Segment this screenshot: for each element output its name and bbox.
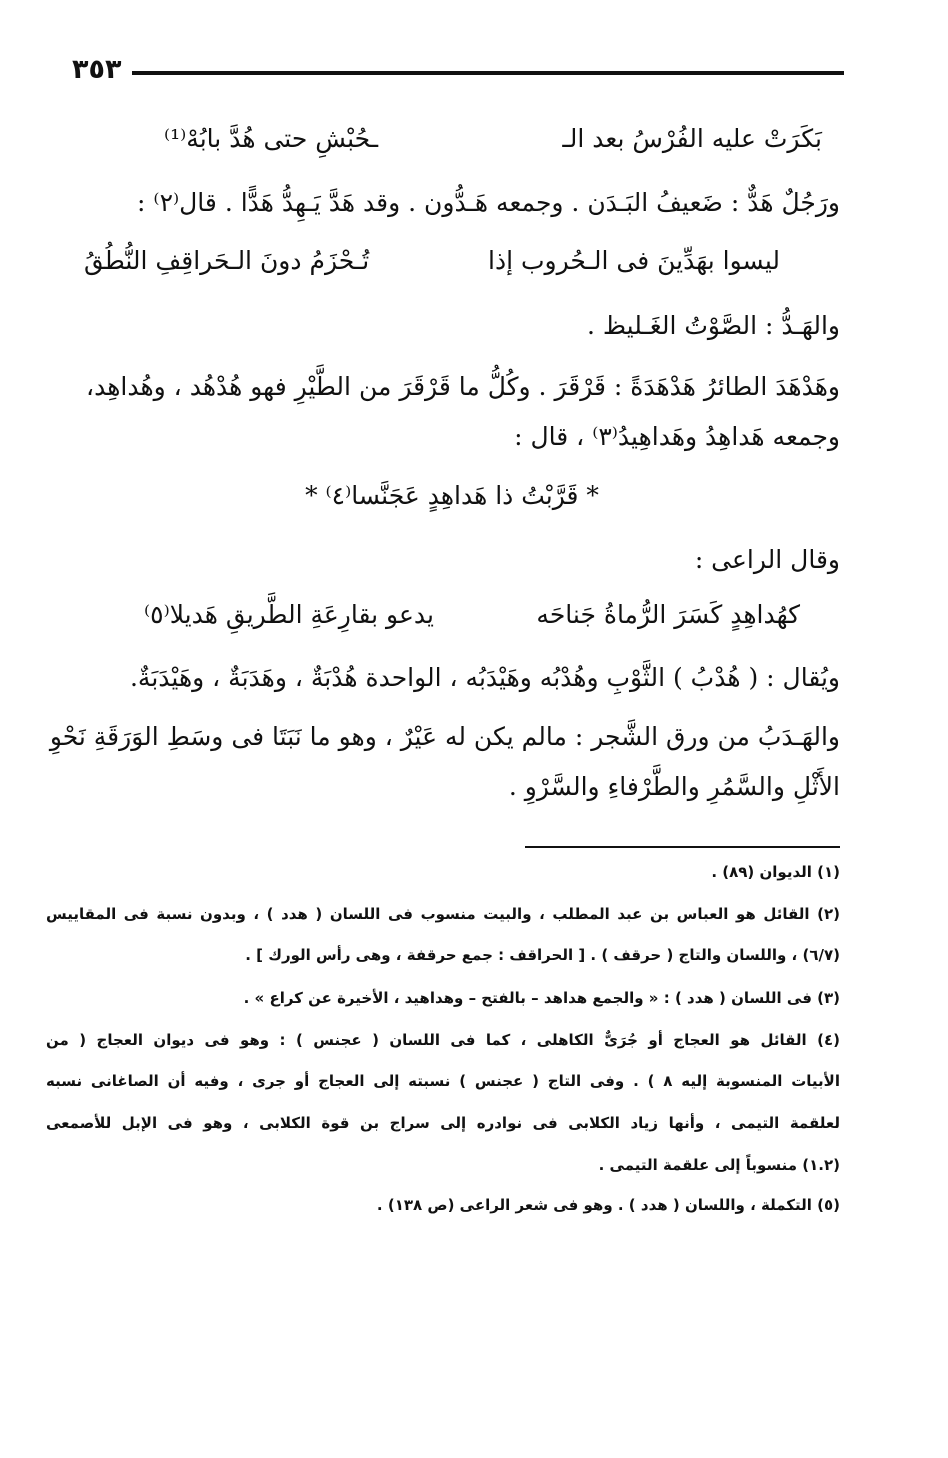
footnote-4-line-2: الأبيات المنسوبة إليه ٨ ) . وفى التاج ( عجنس ) نسبته إلى العجاج أو جرى ، وفيه أن الصاغانى نسبه — [46, 1072, 840, 1090]
verse-1-first-hemistich: بَكَرَتْ عليه الفُرْسُ بعد الـ — [562, 124, 822, 153]
text-line-4: والهَـدُّ : الصَّوْتُ الغَـليظ . — [587, 311, 840, 340]
verse-3-second-hemistich: يدعو بقارِعَةِ الطَّريقِ هَديلا⁽٥⁾ — [144, 600, 434, 629]
verse-3-first-hemistich: كهُداهِدٍ كَسَرَ الرُّماةُ جَناحَه — [536, 600, 800, 629]
hemistich-line: * قَرَّبْتُ ذا هَداهِدٍ عَجَنَّسا⁽٤⁾ * — [305, 481, 599, 510]
footnote-2-line-1: (٢) القائل هو العباس بن عبد المطلب ، والبيت منسوب فى اللسان ( هدد ) ، وبدون نسبة فى المقاييس — [46, 905, 840, 923]
text-line-6: وجمعه هَداهِدُ وهَداهِيدُ⁽٣⁾ ، قال : — [514, 422, 840, 451]
page-number: ٣٥٣ — [72, 54, 122, 85]
text-line-5: وهَدْهَدَ الطائرُ هَدْهَدَةً : قَرْقَرَ . وكُلُّ ما قَرْقَرَ من الطَّيْرِ فهو هُدْهُد ، وهُداهِد، — [86, 372, 840, 401]
text-line-2: ورَجُلٌ هَدٌّ : ضَعيفُ البَـدَن . وجمعه هَـدُّون . وقد هَدَّ يَـهِدُّ هَدًّا . قال⁽٢⁾ : — [137, 188, 840, 217]
footnote-3: (٣) فى اللسان ( هدد ) : « والجمع هداهد – بالفتح – وهداهيد ، الأخيرة عن كراع » . — [243, 989, 840, 1007]
footnote-4-line-3: لعلقمة التيمى ، وأنها زياد الكلابى فى نوادره إلى سراج بن قوة الكلابى ، وهو فى الإبل للأصمعى — [46, 1114, 840, 1132]
verse-1-second-hemistich: ـحُبْشِ حتى هُدَّ بابُهْ⁽¹⁾ — [164, 124, 379, 153]
footnotes — [46, 0, 840, 1458]
verse-2-second-hemistich: تُـحْزَمُ دونَ الـحَراقِفِ النُّطُقُ — [84, 246, 370, 275]
text-line-11: والهَـدَبُ من ورق الشَّجر : مالم يكن له عَيْرٌ ، وهو ما نَبَتَا فى وسَطِ الوَرَقَةِ نَحْوِ — [49, 722, 840, 751]
verse-2-first-hemistich: ليسوا بهَدِّينَ فى الـحُروب إذا — [488, 246, 780, 275]
footnote-4-line-1: (٤) القائل هو العجاج أو جُرَىٌّ الكاهلى ، كما فى اللسان ( عجنس ) : وهو فى ديوان العجاج ( من — [46, 1031, 840, 1049]
footnote-5: (٥) التكملة ، واللسان ( هدد ) . وهو فى شعر الراعى (ص ١٣٨) . — [376, 1196, 840, 1214]
footnote-1: (١) الديوان (٨٩) . — [711, 863, 840, 881]
footnote-4-line-4: (١.٢) منسوباً إلى علقمة التيمى . — [598, 1156, 840, 1174]
text-line-10: ويُقال : ( هُدْبُ ) الثَّوْبِ وهُدْبُه وهَيْدَبُه ، الواحدة هُدْبَةٌ ، وهَدَبَةٌ ، وهَيْدَبَةٌ. — [129, 663, 840, 692]
footnote-2-line-2: (٦/٧) ، واللسان والتاج ( حرقف ) . [ الحراقف : جمع حرقفة ، وهى رأس الورك ] . — [245, 946, 840, 964]
text-line-12: الأَثْلِ والسَّمُرِ والطَّرْفاءِ والسَّرْوِ . — [508, 772, 840, 801]
text-line-8: وقال الراعى : — [694, 545, 840, 574]
